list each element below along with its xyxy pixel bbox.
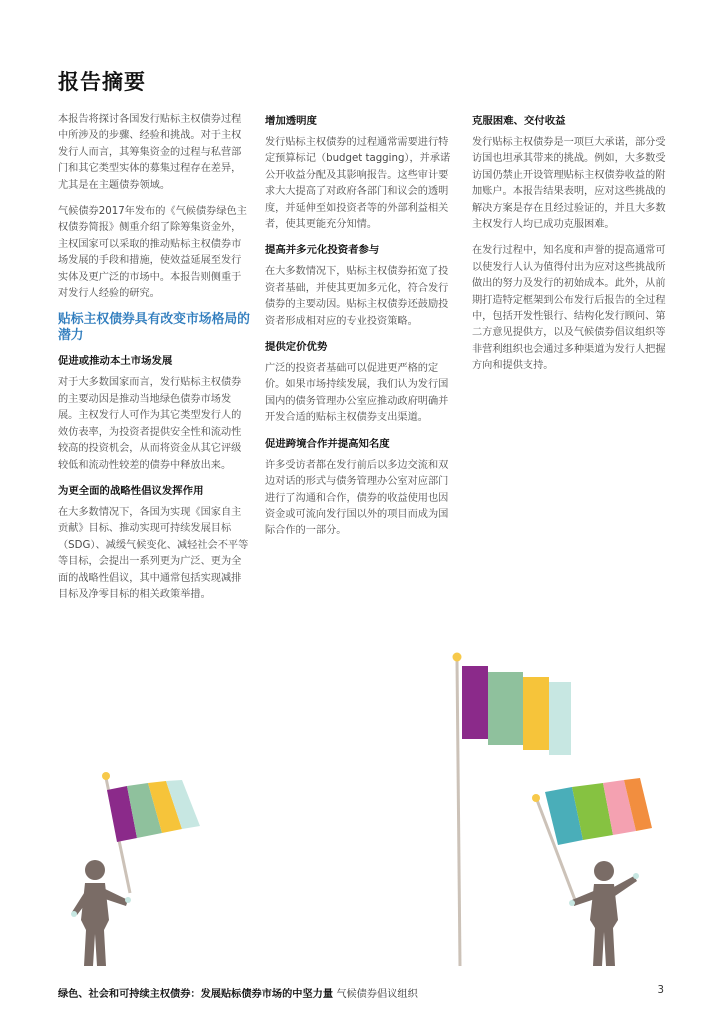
section-heading: 贴标主权债券具有改变市场格局的潜力 (58, 312, 250, 344)
right-flag-bearer (532, 778, 652, 966)
strategic-initiative-paragraph: 在大多数情况下，各国为实现《国家自主贡献》目标、推动实现可持续发展目标（SDG）、减缓气候变化、减轻社会不平等等目标，会提出一系列更为广泛、更为全面的战略性倡议，其中通常包括实现减排目标及净零目标的相关政策举措。 (58, 506, 249, 600)
flag-stripe-teal-center (549, 682, 571, 755)
flag-pole-center (457, 660, 460, 966)
figure-head-left (85, 860, 105, 880)
pole-top-center (453, 653, 462, 662)
page-title: 报告摘要 (58, 70, 146, 94)
subheading-challenges: 克服困难、交付收益 (472, 115, 566, 127)
footer-report-title: 绿色、社会和可持续主权债券：发展贴标债券市场的中坚力量 (58, 989, 334, 1000)
intro-paragraph: 本报告将探讨各国发行贴标主权债券过程中所涉及的步骤、经验和挑战。对于主权发行人而言，其筹集资金的过程与私营部门和其它类型实体的募集过程存在差异，尤其是在主题债券领域。 (58, 114, 242, 191)
left-flag-bearer (71, 772, 200, 966)
subheading-cross-border: 促进跨境合作并提高知名度 (265, 437, 390, 450)
intro-paragraph-2: 气候债券2017年发布的《气候债券绿色主权债券简报》侧重介绍了除筹集资金外，主权国家可以采取的推动贴标主权债券市场发展的手段和措施，使效益延展至发行实体及更广泛的市场中。本报告则侧重于对发行人经验的研究。 (58, 206, 247, 300)
subheading-investors: 提高并多元化投资者参与 (265, 244, 380, 257)
transparency-paragraph: 发行贴标主权债券的过程通常需要进行特定预算标记（budget tagging），并承诺公开收益分配及其影响报告。这些审计要求大大提高了对政府各部门和议会的透明度，并延伸至如投资者等的外部利益相关者，使其更能充分知情。 (265, 137, 451, 231)
subheading-strategic-initiative: 为更全面的战略性倡议发挥作用 (58, 484, 204, 497)
pole-top-left (102, 772, 110, 780)
investors-paragraph: 在大多数情况下，贴标主权债券拓宽了投资者基础，并使其更加多元化，符合发行债券的主要动因。贴标主权债券还鼓励投资者形成相对应的专业投资策略。 (265, 266, 449, 327)
challenges-paragraph-2: 在发行过程中，知名度和声誉的提高通常可以使发行人认为值得付出为应对这些挑战所做出的努力及发行的初始成本。此外，从前期打造特定框架到公布发行后报告的全过程中，包括开发性银行、结构化发行顾问、第二方意见提供方，以及气候债券倡议组织等非营利组织也会通过多种渠道为发行人把握方向和提供支持。 (472, 245, 666, 372)
local-market-paragraph: 对于大多数国家而言，发行贴标主权债券的主要动因是推动当地绿色债券市场发展。主权发行人可作为其它类型发行人的效仿表率，为投资者提供安全性和流动性较高的投资机会，从而将资金从其它评级较低和流动性较差的债券中释放出来。 (58, 377, 242, 471)
flag-stripe-yellow-center (523, 677, 549, 750)
challenges-paragraph: 发行贴标主权债券是一项巨大承诺，部分受访国也坦承其带来的挑战。例如，大多数受访国仍禁止开设管理贴标主权债券收益的附加账户。本报告结果表明，应对这些挑战的解决方案是存在且经过验证的，并且大多数主权发行人均已成功克服困难。 (472, 137, 666, 231)
cross-border-paragraph: 许多受访者都在发行前后以多边交流和双边对话的形式与债务管理办公室对应部门进行了沟通和合作，债券的收益使用也因资金或可流向发行国以外的项目而成为国际合作的一部分。 (265, 459, 449, 537)
pole-top-right (532, 794, 540, 802)
subheading-pricing: 提供定价优势 (265, 341, 328, 354)
footer-organization: 气候债券倡议组织 (336, 989, 418, 1000)
page-number: 3 (657, 985, 664, 996)
flag-stripe-green-center (488, 672, 523, 745)
figure-head-right (594, 861, 614, 881)
pricing-paragraph: 广泛的投资者基础可以促进更严格的定价。如果市场持续发展，我们认为发行国国内的债务管理办公室应推动政府明确并开发合适的贴标主权债券支出渠道。 (265, 363, 449, 424)
subheading-local-market: 促进或推动本土市场发展 (58, 355, 173, 368)
footer (58, 985, 418, 1000)
subheading-transparency: 增加透明度 (265, 115, 317, 127)
flag-stripe-purple-center (462, 666, 488, 739)
